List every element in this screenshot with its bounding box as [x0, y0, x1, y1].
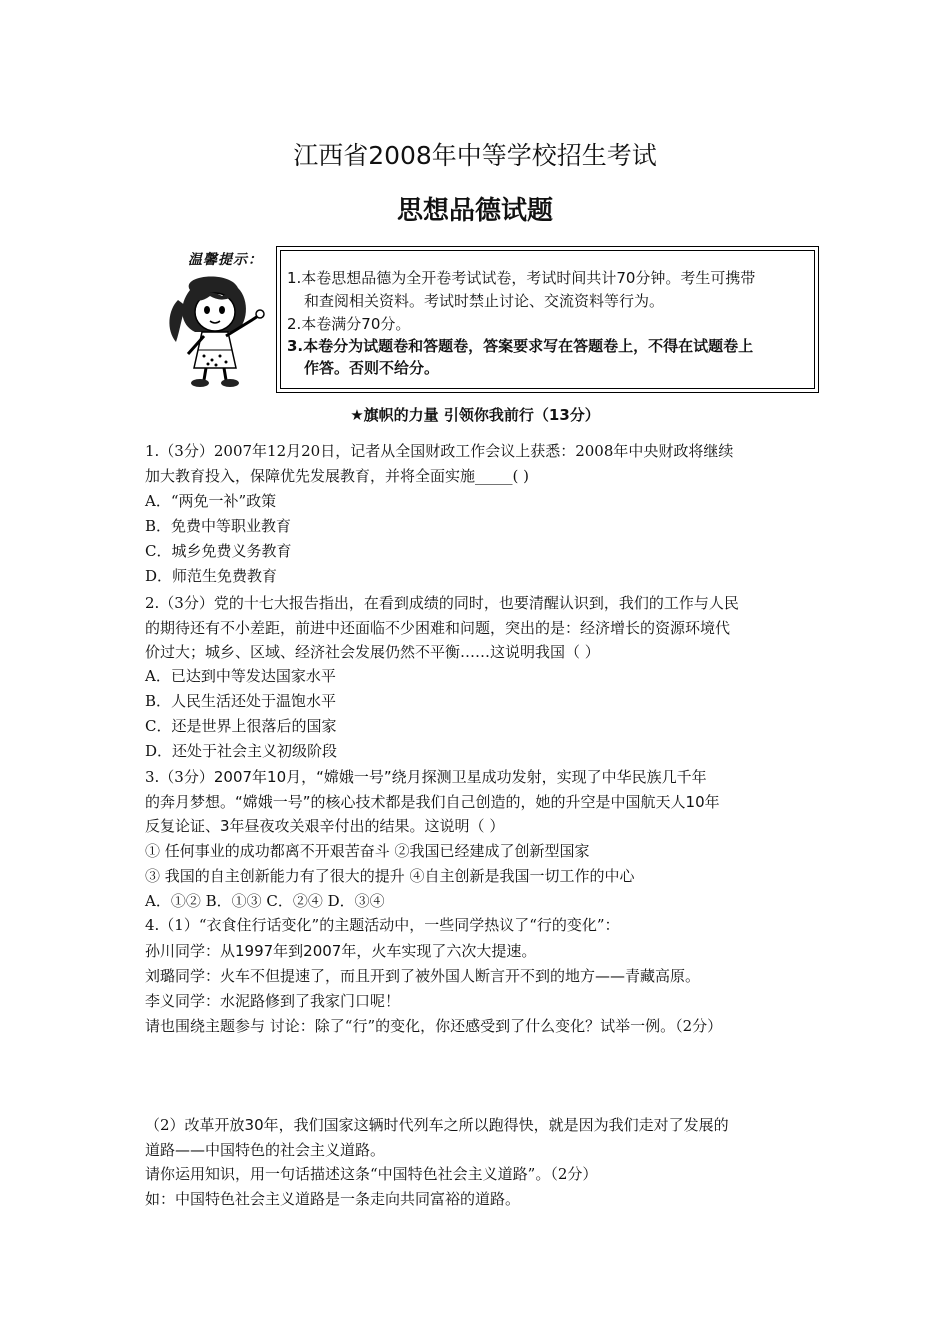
exam-title: 江西省2008年中等学校招生考试 — [293, 141, 657, 170]
q2-question: 这说明我国（ ） — [490, 643, 600, 661]
tip-line-2: 和查阅相关资料。考试时禁止讨论、交流资料等行为。 — [304, 292, 665, 310]
tip-line-4: 3.本卷分为试题卷和答题卷，答案要求写在答题卷上，不得在试题卷上 — [287, 337, 754, 355]
q2-option-b: B．人民生活还处于温饱水平 — [145, 692, 337, 710]
q4-part2-line2: 道路——中国特色的社会主义道路。 — [145, 1141, 386, 1159]
q3-stem-text: 2007年10月，“嫦娥一号”绕月探测卫星成功发射，实现了中华民族几千年 — [213, 768, 707, 786]
tip-line-3: 2.本卷满分70分。 — [287, 315, 411, 333]
q2-stem-line2: 的期待还有不小差距，前进中还面临不少困难和问题，突出的是：经济增长的资源环境代 — [145, 619, 731, 637]
q4-part1-prompt: 请也围绕主题参与 讨论：除了“行”的变化，你还感受到了什么变化？试举一例。（2分） — [145, 1017, 723, 1035]
q4-student-3: 李义同学：水泥路修到了我家门口呢！ — [145, 992, 401, 1010]
q4-part2-prompt: 请你运用知识，用一句话描述这条“中国特色社会主义道路”。（2分） — [145, 1165, 598, 1183]
q2-number: 2.（3分） — [145, 594, 214, 612]
q3-question: 这说明（ ） — [424, 817, 505, 835]
q2-option-d: D．还处于社会主义初级阶段 — [145, 742, 338, 760]
q1-option-b: B．免费中等职业教育 — [145, 517, 292, 535]
q2-option-c: C．还是世界上很落后的国家 — [145, 717, 337, 735]
q4-part2-example: 如：中国特色社会主义道路是一条走向共同富裕的道路。 — [145, 1190, 521, 1208]
q3-stem-line3 — [145, 815, 504, 836]
q1-option-d: D．师范生免费教育 — [145, 567, 278, 585]
q4-student-1: 孙川同学：从1997年到2007年，火车实现了六次大提速。 — [145, 942, 537, 960]
q4-part2-number: （2） — [145, 1116, 185, 1134]
q2-option-a: A．已达到中等发达国家水平 — [145, 667, 336, 685]
q3-statements-3-4: ③ 我国的自主创新能力有了很大的提升 ④自主创新是我国一切工作的中心 — [145, 867, 635, 885]
q4-part2-text: 改革开放30年，我们国家这辆时代列车之所以跑得快，就是因为我们走对了发展的 — [184, 1116, 729, 1134]
q1-stem-line1: 1.（3分）2007年12月20日，记者从全国财政工作会议上获悉：2008年中央财政将继续 — [145, 442, 734, 460]
q2-stem-line1 — [145, 592, 739, 613]
cartoon-girl-illustration — [160, 270, 272, 390]
q1-option-c: C．城乡免费义务教育 — [145, 542, 292, 560]
tip-line-5: 作答。否则不给分。 — [304, 359, 440, 377]
q2-stem-line3 — [145, 641, 600, 662]
tips-box — [276, 246, 819, 393]
q3-stem-tail: 反复论证、3年昼夜攻关艰辛付出的结果。 — [145, 817, 425, 835]
section-heading: ★旗帜的力量 引领你我前行（13分） — [350, 406, 600, 424]
q3-stem-line2: 的奔月梦想。“嫦娥一号”的核心技术都是我们自己创造的，她的升空是中国航天人10年 — [145, 793, 720, 811]
tips-label: 温馨提示： — [188, 252, 263, 268]
tip-line-1: 1.本卷思想品德为全开卷考试试卷，考试时间共计70分钟。考生可携带 — [287, 269, 756, 287]
q2-stem-text: 党的十七大报告指出，在看到成绩的同时，也要清醒认识到，我们的工作与人民 — [213, 594, 739, 612]
q1-stem-line2: 加大教育投入，保障优先发展教育，并将全面实施_____( ) — [145, 467, 529, 485]
exam-subtitle: 思想品德试题 — [396, 196, 553, 226]
q3-number: 3.（3分） — [145, 768, 214, 786]
q4-student-2: 刘璐同学：火车不但提速了，而且开到了被外国人断言开不到的地方——青藏高原。 — [145, 967, 701, 985]
q2-stem-tail: 价过大；城乡、区域、经济社会发展仍然不平衡…… — [145, 643, 491, 661]
q3-choices: A．①② B．①③ C．②④ D．③④ — [145, 892, 385, 910]
q4-intro: 4.（1）“衣食住行话变化”的主题活动中，一些同学热议了“行的变化”： — [145, 916, 620, 934]
q1-option-a: A．“两免一补”政策 — [145, 492, 277, 510]
q3-stem-line1 — [145, 766, 707, 787]
q3-statements-1-2: ① 任何事业的成功都离不开艰苦奋斗 ②我国已经建成了创新型国家 — [145, 842, 590, 860]
q4-part2-line1 — [145, 1114, 729, 1135]
